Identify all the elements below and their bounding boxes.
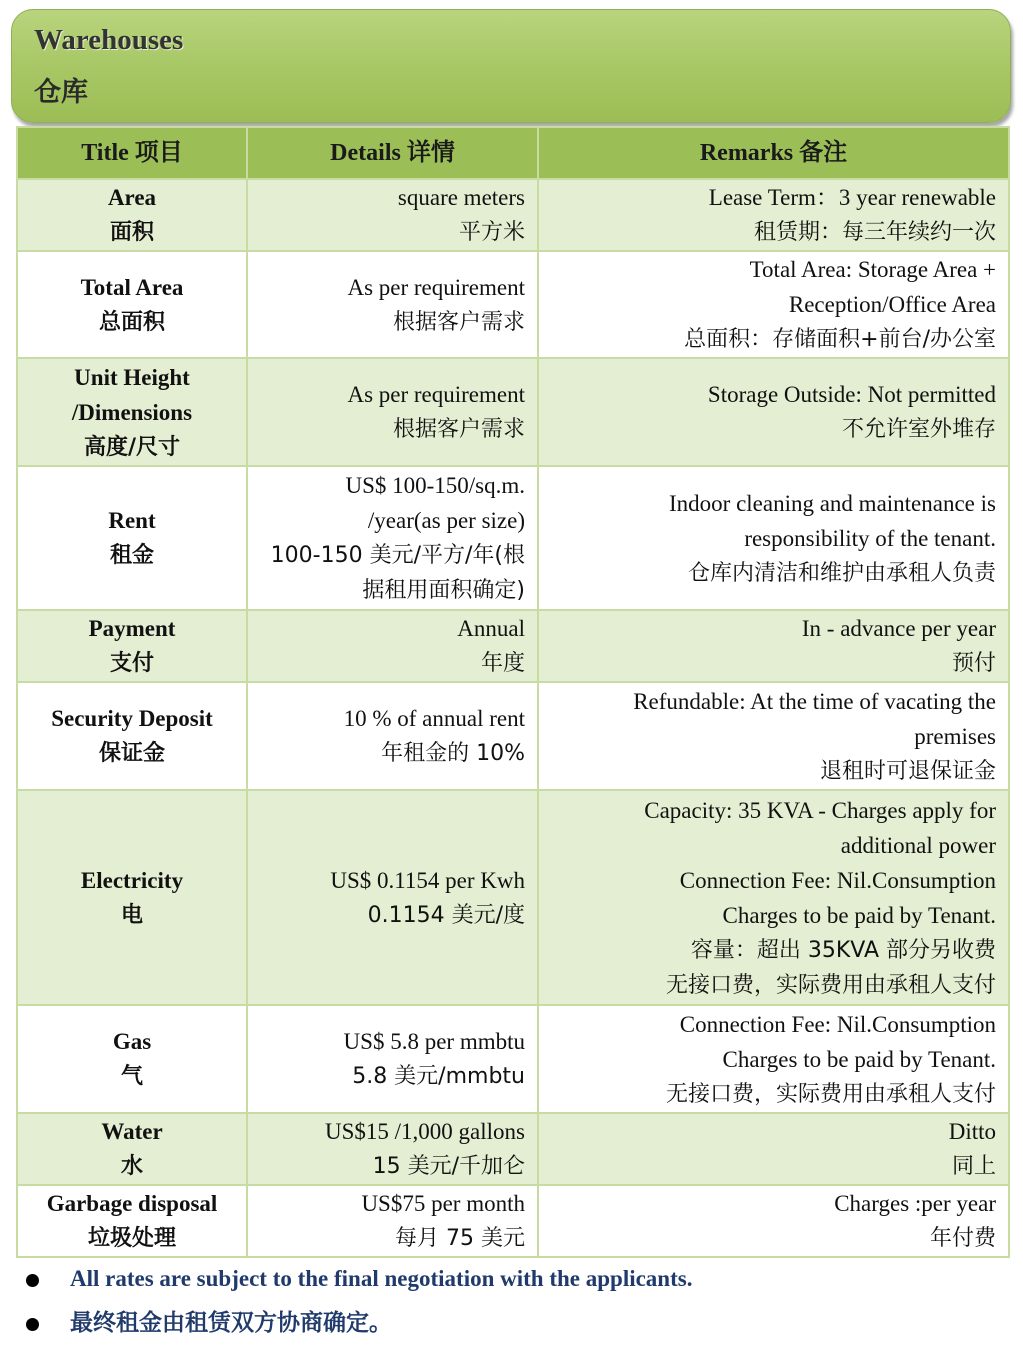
table-row xyxy=(17,466,1009,610)
row-details xyxy=(247,1185,538,1257)
row-title xyxy=(17,1005,247,1113)
cell-line: Charges :per year xyxy=(834,1191,996,1216)
cell-line: US$ 0.1154 per Kwh xyxy=(330,867,525,893)
row-title xyxy=(17,179,247,251)
row-details xyxy=(247,682,538,790)
cell-line: 年租金的 10% xyxy=(381,741,525,766)
cell-line: 不允许室外堆存 xyxy=(841,417,996,442)
cell-line: Ditto xyxy=(948,1119,996,1144)
cell-line: As per requirement xyxy=(347,274,525,300)
cell-line: US$ 5.8 per mmbtu xyxy=(343,1029,525,1054)
column-header-title: Title 项目 xyxy=(17,127,247,179)
cell-line: 电 xyxy=(120,902,143,928)
list-item xyxy=(26,1306,1006,1350)
cell-line: 根据客户需求 xyxy=(392,309,525,335)
row-details xyxy=(247,179,538,251)
table-row xyxy=(17,790,1009,1005)
row-remarks xyxy=(538,358,1009,466)
cell-line: 年付费 xyxy=(929,1226,996,1251)
row-remarks xyxy=(538,1113,1009,1185)
cell-line: US$75 per month xyxy=(361,1191,525,1216)
cell-line: /year(as per size) xyxy=(367,508,525,533)
cell-line: 同上 xyxy=(951,1154,996,1179)
cell-line: Gas xyxy=(112,1029,152,1054)
cell-line: US$ 100-150/sq.m. xyxy=(345,473,525,498)
table-row xyxy=(17,1005,1009,1113)
cell-line: 总面积 xyxy=(98,309,165,335)
cell-line: Unit Height xyxy=(74,364,190,390)
row-details xyxy=(247,1005,538,1113)
cell-line: 根据客户需求 xyxy=(392,417,525,442)
list-item xyxy=(26,1262,1006,1306)
cell-line: 5.8 美元/mmbtu xyxy=(352,1064,525,1089)
row-title xyxy=(17,251,247,358)
cell-line: Reception/Office Area xyxy=(788,292,996,317)
table-row xyxy=(17,251,1009,358)
cell-line: 气 xyxy=(120,1064,143,1089)
row-details xyxy=(247,1113,538,1185)
row-remarks xyxy=(538,610,1009,682)
cell-line: As per requirement xyxy=(347,382,525,407)
cell-line: Capacity: 35 KVA - Charges apply for xyxy=(644,797,996,823)
row-title xyxy=(17,682,247,790)
header-title-zh: 仓库 xyxy=(34,77,88,108)
cell-line: 退租时可退保证金 xyxy=(819,758,996,784)
cell-line: In - advance per year xyxy=(801,616,996,641)
table-row xyxy=(17,1113,1009,1185)
row-remarks xyxy=(538,1005,1009,1113)
row-details xyxy=(247,610,538,682)
section-header xyxy=(11,9,1011,123)
cell-line: 平方米 xyxy=(458,220,525,245)
cell-line: 无接口费，实际费用由承租人支付 xyxy=(665,972,996,998)
cell-line: Connection Fee: Nil.Consumption xyxy=(679,1011,996,1037)
column-header-details: Details 详情 xyxy=(247,127,538,179)
row-title xyxy=(17,610,247,682)
row-remarks xyxy=(538,682,1009,790)
cell-line: Garbage disposal xyxy=(46,1191,218,1216)
row-details xyxy=(247,466,538,610)
cell-line: 15 美元/千加仑 xyxy=(372,1154,525,1179)
row-title xyxy=(17,790,247,1005)
row-remarks xyxy=(538,466,1009,610)
cell-line: Annual xyxy=(457,616,525,641)
notes-list xyxy=(26,1262,1006,1350)
cell-line: 100-150 美元/平方/年(根 xyxy=(270,543,525,568)
cell-line: 面积 xyxy=(109,220,154,245)
cell-line: Charges to be paid by Tenant. xyxy=(722,1046,996,1072)
cell-line: 每月 75 美元 xyxy=(395,1226,525,1251)
cell-line: /Dimensions xyxy=(71,399,193,425)
row-details xyxy=(247,358,538,466)
bullet-icon xyxy=(26,1274,39,1287)
cell-line: Payment xyxy=(88,616,176,641)
row-remarks xyxy=(538,1185,1009,1257)
cell-line: 租金 xyxy=(109,543,154,568)
note-text-zh: 最终租金由租赁双方协商确定。 xyxy=(70,1310,392,1336)
cell-line: Indoor cleaning and maintenance is xyxy=(669,490,996,516)
cell-line: Storage Outside: Not permitted xyxy=(707,382,996,407)
table-row xyxy=(17,682,1009,790)
row-title xyxy=(17,1113,247,1185)
row-title xyxy=(17,358,247,466)
cell-line: Security Deposit xyxy=(51,706,213,731)
cell-line: 据租用面积确定) xyxy=(362,578,525,603)
cell-line: Total Area: Storage Area + xyxy=(749,257,996,282)
cell-line: square meters xyxy=(397,185,525,210)
cell-line: 10 % of annual rent xyxy=(343,706,525,731)
cell-line: Water xyxy=(101,1119,163,1144)
cell-line: 总面积：存储面积+前台/办公室 xyxy=(684,327,996,352)
row-title xyxy=(17,466,247,610)
cell-line: 仓库内清洁和维护由承租人负责 xyxy=(687,560,996,586)
cell-line: 水 xyxy=(120,1154,143,1179)
cell-line: Rent xyxy=(108,508,156,533)
table-row xyxy=(17,358,1009,466)
table-header-row xyxy=(17,127,1009,179)
cell-line: Connection Fee: Nil.Consumption xyxy=(679,867,996,893)
cell-line: 0.1154 美元/度 xyxy=(367,902,525,928)
cell-line: Refundable: At the time of vacating the xyxy=(633,688,996,714)
cell-line: premises xyxy=(914,723,996,749)
column-header-remarks: Remarks 备注 xyxy=(538,127,1009,179)
table-row xyxy=(17,610,1009,682)
cell-line: 年度 xyxy=(480,651,525,676)
cell-line: 租赁期：每三年续约一次 xyxy=(753,220,996,245)
cell-line: additional power xyxy=(840,832,996,858)
row-details xyxy=(247,251,538,358)
cell-line: 容量：超出 35KVA 部分另收费 xyxy=(690,937,996,963)
warehouse-table xyxy=(16,126,1010,1258)
cell-line: responsibility of the tenant. xyxy=(744,525,996,551)
row-remarks xyxy=(538,251,1009,358)
row-remarks xyxy=(538,179,1009,251)
table-row xyxy=(17,179,1009,251)
cell-line: US$15 /1,000 gallons xyxy=(325,1119,525,1144)
cell-line: Total Area xyxy=(80,274,184,300)
row-title xyxy=(17,1185,247,1257)
cell-line: 无接口费，实际费用由承租人支付 xyxy=(665,1081,996,1107)
cell-line: Electricity xyxy=(80,867,184,893)
cell-line: 保证金 xyxy=(98,741,165,766)
note-text-en: All rates are subject to the final negotiation with the applicants. xyxy=(70,1266,693,1291)
cell-line: 高度/尺寸 xyxy=(83,434,181,460)
table-row xyxy=(17,1185,1009,1257)
cell-line: Area xyxy=(107,185,157,210)
cell-line: Lease Term：3 year renewable xyxy=(708,185,996,210)
cell-line: 支付 xyxy=(109,651,154,676)
cell-line: 垃圾处理 xyxy=(87,1226,176,1251)
row-details xyxy=(247,790,538,1005)
row-remarks xyxy=(538,790,1009,1005)
bullet-icon xyxy=(26,1318,39,1331)
cell-line: 预付 xyxy=(951,651,996,676)
header-title-en: Warehouses xyxy=(34,24,184,56)
cell-line: Charges to be paid by Tenant. xyxy=(722,902,996,928)
